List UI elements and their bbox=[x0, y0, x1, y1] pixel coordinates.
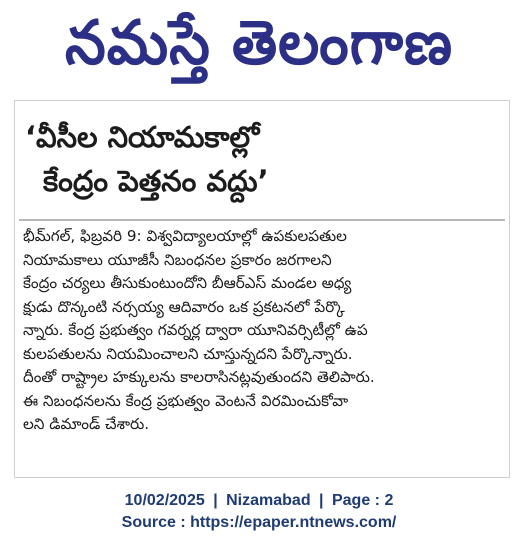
body-line: న్నారు. కేంద్ర ప్రభుత్వం గవర్నర్ల ద్వారా యూనివర్సిటీల్లో ఉప bbox=[23, 321, 368, 339]
body-line: కేంద్రం చర్యలు తీసుకుంటుందోని బీఆర్‌ఎస్ మండల అధ్య bbox=[23, 274, 352, 292]
footer-source: Source : https://epaper.ntnews.com/ bbox=[121, 514, 397, 531]
newspaper-masthead bbox=[0, 0, 518, 100]
body-line: కులపతులను నియమించాలని చూస్తున్నదని పేర్కొన్నారు. bbox=[23, 344, 353, 363]
clipping-footer bbox=[0, 490, 518, 534]
article-clipping bbox=[14, 100, 510, 478]
footer-edition: Nizamabad bbox=[226, 492, 311, 509]
footer-separator: | bbox=[213, 492, 218, 509]
body-line: భీమ్‌గల్, ఫిబ్రవరి 9: విశ్వవిద్యాలయాల్లో ఉపకులపతుల bbox=[23, 227, 347, 245]
body-line: దీంతో రాష్ట్రాల హక్కులను కాలరాసినట్లవుతుందని తెలిపారు. bbox=[23, 368, 375, 386]
body-line: నియామకాలు యూజీసీ నిబంధనల ప్రకారం జరగాలని bbox=[23, 250, 332, 269]
footer-page: Page : 2 bbox=[331, 492, 394, 509]
masthead-title: నమస్తే తెలంగాణ bbox=[65, 6, 453, 78]
headline-divider bbox=[19, 219, 505, 221]
article-body bbox=[23, 225, 501, 437]
footer-date: 10/02/2025 bbox=[124, 492, 205, 509]
body-line: క్షుడు దొన్కంటి నర్సయ్య ఆదివారం ఒక ప్రకటనలో పేర్కొ bbox=[23, 297, 345, 316]
article-headline bbox=[25, 115, 501, 203]
body-line: లని డిమాండ్ చేశారు. bbox=[23, 415, 150, 433]
body-line: ఈ నిబంధనలను కేంద్ర ప్రభుత్వం వెంటనే విరమించుకోవా bbox=[23, 391, 349, 410]
headline-line-2: కేంద్రం పెత్తనం వద్దు’ bbox=[43, 164, 269, 198]
footer-meta-line bbox=[0, 490, 518, 512]
headline-line-1: ‘వీసీల నియామకాల్లో bbox=[25, 120, 260, 154]
footer-separator: | bbox=[319, 492, 324, 509]
